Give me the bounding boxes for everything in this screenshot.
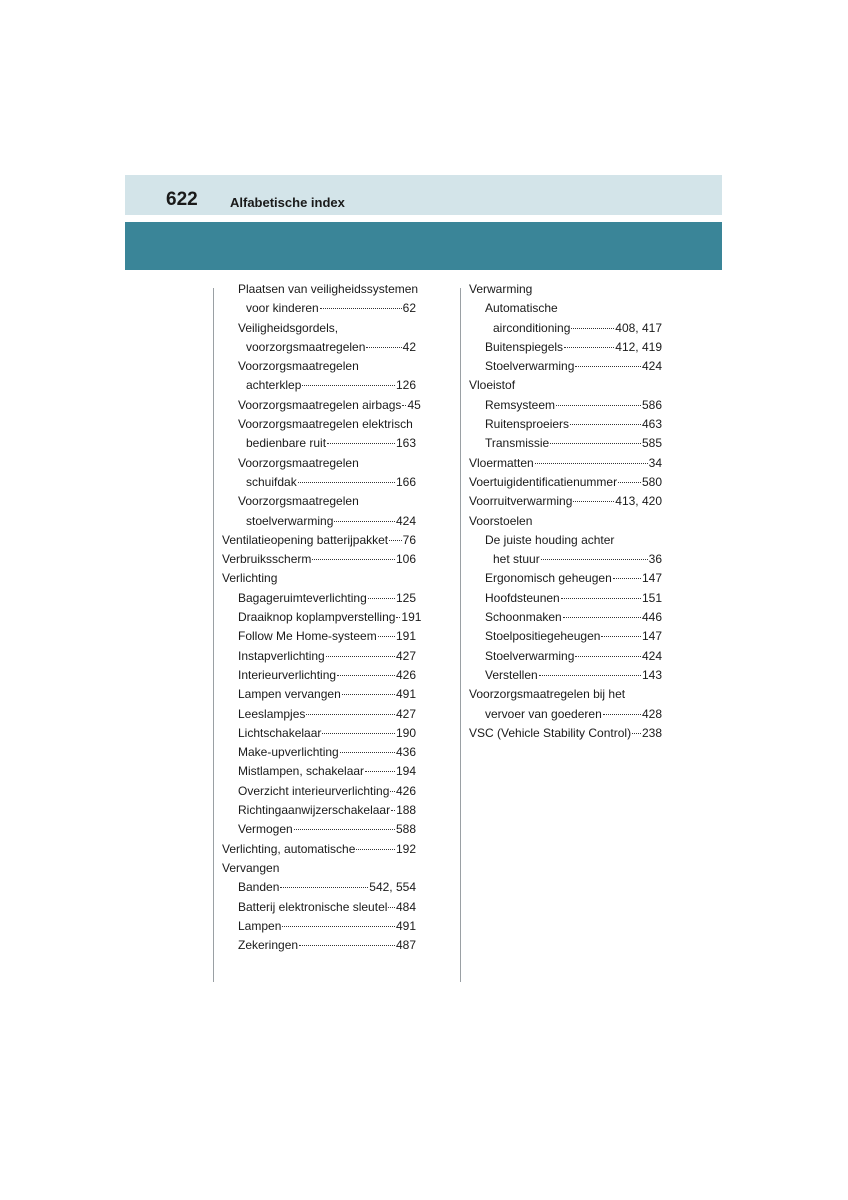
index-entry-text: Zekeringen [238, 938, 299, 953]
index-entry-text: Buitenspiegels [485, 339, 564, 354]
index-entry-text: Banden [238, 880, 280, 895]
index-entry-text: Stoelverwarming [485, 648, 575, 663]
index-entry-text: Leeslampjes [238, 706, 306, 721]
index-entry-page: 147 [641, 629, 662, 644]
index-entry-text: Voertuigidentificatienummer [469, 474, 618, 489]
index-entry [222, 396, 421, 415]
index-entry-text: Batterij elektronische sleutel [238, 899, 388, 914]
index-entry [469, 492, 662, 511]
leader-dots [603, 714, 641, 715]
index-entry-text: Voorzorgsmaatregelen bij het [469, 687, 626, 702]
index-entry-page: 427 [395, 706, 416, 721]
index-entry [222, 376, 416, 395]
leader-dots [390, 791, 395, 792]
page-number: 622 [166, 189, 198, 210]
index-entry-text: Vervangen [222, 860, 280, 875]
index-entry [222, 917, 416, 936]
teal-banner [125, 222, 722, 270]
index-entry-page: 484 [395, 899, 416, 914]
index-entry-page: 42 [402, 339, 416, 354]
index-entry-page: 427 [395, 648, 416, 663]
leader-dots [561, 598, 641, 599]
index-column-left [222, 280, 422, 955]
index-entry-page: 125 [395, 590, 416, 605]
index-entry [469, 666, 662, 685]
index-entry-page: 190 [395, 725, 416, 740]
index-entry-page: 147 [641, 571, 662, 586]
index-entry-page: 424 [641, 359, 662, 374]
index-entry-text: Verstellen [485, 667, 538, 682]
index-entry-text: Verwarming [469, 282, 533, 296]
index-entry [469, 473, 662, 492]
leader-dots [575, 366, 641, 367]
index-entry-text: Ergonomisch geheugen [485, 571, 612, 586]
index-entry-text: airconditioning [493, 320, 571, 335]
index-entry [222, 357, 416, 376]
index-entry [222, 724, 416, 743]
index-entry [222, 338, 416, 357]
index-entry [222, 492, 416, 511]
index-entry [469, 705, 662, 724]
index-entry-page: 426 [395, 783, 416, 798]
leader-dots [298, 482, 395, 483]
index-entry [222, 473, 416, 492]
index-entry-page: 436 [395, 745, 416, 760]
index-entry [222, 936, 416, 955]
index-entry-text: Vermogen [238, 822, 293, 837]
index-entry-text: schuifdak [246, 474, 297, 489]
index-entry-text: Veiligheidsgordels, [238, 320, 339, 335]
index-entry-text: Verbruiksscherm [222, 552, 312, 567]
leader-dots [539, 675, 641, 676]
index-entry [469, 685, 662, 704]
index-entry [469, 608, 662, 627]
index-entry-text: Stoelpositiegeheugen [485, 629, 601, 644]
index-entry-page: 62 [402, 301, 416, 316]
index-entry-page: 194 [395, 764, 416, 779]
index-entry [469, 299, 662, 318]
index-entry-page: 106 [395, 552, 416, 567]
index-entry [469, 280, 662, 299]
leader-dots [302, 385, 395, 386]
index-entry [222, 512, 416, 531]
leader-dots [312, 559, 395, 560]
index-entry-text: Voorzorgsmaatregelen elektrisch [238, 417, 413, 432]
index-entry-page: 491 [395, 918, 416, 933]
index-entry-page: 36 [648, 552, 662, 567]
index-entry-page: 580 [641, 474, 662, 489]
index-entry [469, 357, 662, 376]
leader-dots [299, 945, 395, 946]
leader-dots [378, 636, 395, 637]
index-entry [222, 550, 416, 569]
leader-dots [337, 675, 395, 676]
index-entry [222, 608, 422, 627]
leader-dots [294, 829, 395, 830]
index-entry [469, 319, 662, 338]
index-entry [469, 434, 662, 453]
index-entry-page: 424 [641, 648, 662, 663]
index-entry-text: vervoer van goederen [485, 706, 602, 721]
index-entry-text: Ruitensproeiers [485, 417, 570, 432]
index-entry [469, 415, 662, 434]
index-entry [222, 415, 416, 434]
index-entry [469, 724, 662, 743]
index-entry-text: Plaatsen van veiligheidssystemen [238, 282, 419, 296]
index-entry [469, 338, 662, 357]
index-entry [469, 454, 662, 473]
leader-dots [327, 443, 395, 444]
index-entry [222, 705, 416, 724]
index-entry [222, 782, 416, 801]
index-entry [222, 319, 416, 338]
index-column-right [469, 280, 662, 743]
leader-dots [396, 617, 400, 618]
index-entry [222, 589, 416, 608]
index-entry [222, 840, 416, 859]
index-entry-text: bedienbare ruit [246, 436, 327, 451]
index-entry-page: 588 [395, 822, 416, 837]
leader-dots [556, 405, 641, 406]
index-entry-text: Lichtschakelaar [238, 725, 322, 740]
leader-dots [282, 926, 395, 927]
leader-dots [334, 521, 395, 522]
index-entry [222, 434, 416, 453]
leader-dots [365, 771, 395, 772]
index-entry-page: 463 [641, 417, 662, 432]
index-entry-page: 491 [395, 687, 416, 702]
index-entry-text: Automatische [485, 301, 558, 316]
leader-dots [618, 482, 641, 483]
leader-dots [322, 733, 395, 734]
index-entry [222, 299, 416, 318]
leader-dots [571, 328, 614, 329]
index-entry-text: Make-upverlichting [238, 745, 339, 760]
index-entry-page: 426 [395, 667, 416, 682]
index-entry-text: Draaiknop koplampverstelling [238, 610, 396, 625]
leader-dots [326, 656, 395, 657]
index-entry-text: Stoelverwarming [485, 359, 575, 374]
index-entry-page: 585 [641, 436, 662, 451]
index-entry-page: 192 [395, 841, 416, 856]
index-entry-text: Mistlampen, schakelaar [238, 764, 365, 779]
leader-dots [368, 598, 395, 599]
index-entry-page: 76 [402, 532, 416, 547]
index-entry-page: 238 [641, 725, 662, 740]
index-entry [222, 859, 416, 878]
index-entry-text: Remsysteem [485, 397, 556, 412]
index-entry-page: 412, 419 [615, 339, 662, 354]
index-entry-text: Verlichting, automatische [222, 841, 356, 856]
index-entry-page: 163 [395, 436, 416, 451]
index-entry-page: 487 [395, 938, 416, 953]
section-title: Alfabetische index [230, 195, 345, 210]
leader-dots [340, 752, 395, 753]
leader-dots [389, 540, 402, 541]
index-entry-text: Ventilatieopening batterijpakket [222, 532, 389, 547]
leader-dots [601, 636, 641, 637]
index-entry [469, 376, 662, 395]
leader-dots [541, 559, 648, 560]
index-entry-text: Vloermatten [469, 455, 534, 470]
index-entry-text: Voorzorgsmaatregelen [238, 359, 359, 374]
index-entry [469, 647, 662, 666]
header-band [125, 175, 722, 215]
leader-dots [575, 656, 641, 657]
leader-dots [391, 810, 395, 811]
index-entry-page: 446 [641, 610, 662, 625]
index-entry-text: Follow Me Home-systeem [238, 629, 377, 644]
index-entry-text: achterklep [246, 378, 302, 393]
index-entry-page: 45 [407, 397, 421, 412]
leader-dots [564, 347, 614, 348]
left-column-rule [213, 288, 214, 982]
index-entry-text: het stuur [493, 552, 540, 567]
leader-dots [356, 849, 395, 850]
index-entry-page: 191 [395, 629, 416, 644]
leader-dots [388, 907, 395, 908]
index-entry-text: Voorzorgsmaatregelen [238, 494, 359, 509]
index-entry-text: Interieurverlichting [238, 667, 337, 682]
index-entry-text: Verlichting [222, 571, 278, 586]
index-entry [222, 898, 416, 917]
leader-dots [402, 405, 406, 406]
index-entry-text: Overzicht interieurverlichting [238, 783, 390, 798]
right-column-rule [460, 288, 461, 982]
index-entry-text: Bagageruimteverlichting [238, 590, 367, 605]
index-entry [469, 569, 662, 588]
index-entry [469, 589, 662, 608]
index-entry-page: 424 [395, 513, 416, 528]
index-entry-page: 586 [641, 397, 662, 412]
index-entry [222, 685, 416, 704]
index-entry-page: 408, 417 [615, 320, 662, 335]
leader-dots [535, 463, 648, 464]
index-entry-page: 191 [401, 610, 422, 625]
index-entry-text: Hoofdsteunen [485, 590, 560, 605]
index-entry-page: 34 [648, 455, 662, 470]
index-entry [222, 820, 416, 839]
index-entry-text: stoelverwarming [246, 513, 334, 528]
index-entry [222, 627, 416, 646]
index-entry [469, 512, 662, 531]
index-entry-page: 542, 554 [369, 880, 416, 895]
index-entry-text: voor kinderen [246, 301, 319, 316]
index-entry [222, 801, 416, 820]
index-entry-text: Lampen vervangen [238, 687, 341, 702]
index-entry-text: Lampen [238, 918, 282, 933]
index-entry [222, 647, 416, 666]
index-entry-text: Schoonmaken [485, 610, 562, 625]
leader-dots [342, 694, 395, 695]
index-entry [222, 762, 416, 781]
index-entry-text: Richtingaanwijzerschakelaar [238, 803, 391, 818]
index-entry-text: Voorruitverwarming [469, 494, 573, 509]
index-entry [469, 550, 662, 569]
index-entry [222, 454, 416, 473]
leader-dots [573, 501, 614, 502]
index-entry-page: 143 [641, 667, 662, 682]
index-entry [222, 569, 416, 588]
index-entry [469, 396, 662, 415]
leader-dots [632, 733, 641, 734]
leader-dots [570, 424, 641, 425]
leader-dots [563, 617, 641, 618]
index-entry-text: Transmissie [485, 436, 550, 451]
leader-dots [306, 714, 395, 715]
index-entry [222, 531, 416, 550]
index-entry-text: voorzorgsmaatregelen [246, 339, 366, 354]
index-entry-text: Voorzorgsmaatregelen [238, 455, 359, 470]
index-entry-text: VSC (Vehicle Stability Control) [469, 725, 632, 740]
index-entry [222, 666, 416, 685]
index-entry [469, 531, 662, 550]
leader-dots [280, 887, 368, 888]
index-entry-text: Instapverlichting [238, 648, 325, 663]
leader-dots [366, 347, 401, 348]
index-entry-text: Vloeistof [469, 378, 516, 393]
index-entry [469, 627, 662, 646]
index-entry-text: Voorstoelen [469, 513, 533, 528]
index-entry-page: 188 [396, 803, 417, 818]
index-entry-page: 126 [395, 378, 416, 393]
leader-dots [550, 443, 641, 444]
index-entry-page: 151 [641, 590, 662, 605]
index-entry-page: 413, 420 [615, 494, 662, 509]
index-entry [222, 743, 416, 762]
index-entry-page: 166 [395, 474, 416, 489]
index-entry [222, 280, 419, 299]
leader-dots [320, 308, 402, 309]
index-entry-text: Voorzorgsmaatregelen airbags [238, 397, 402, 412]
index-entry-text: De juiste houding achter [485, 532, 615, 547]
leader-dots [613, 578, 641, 579]
index-entry-page: 428 [641, 706, 662, 721]
index-entry [222, 878, 416, 897]
